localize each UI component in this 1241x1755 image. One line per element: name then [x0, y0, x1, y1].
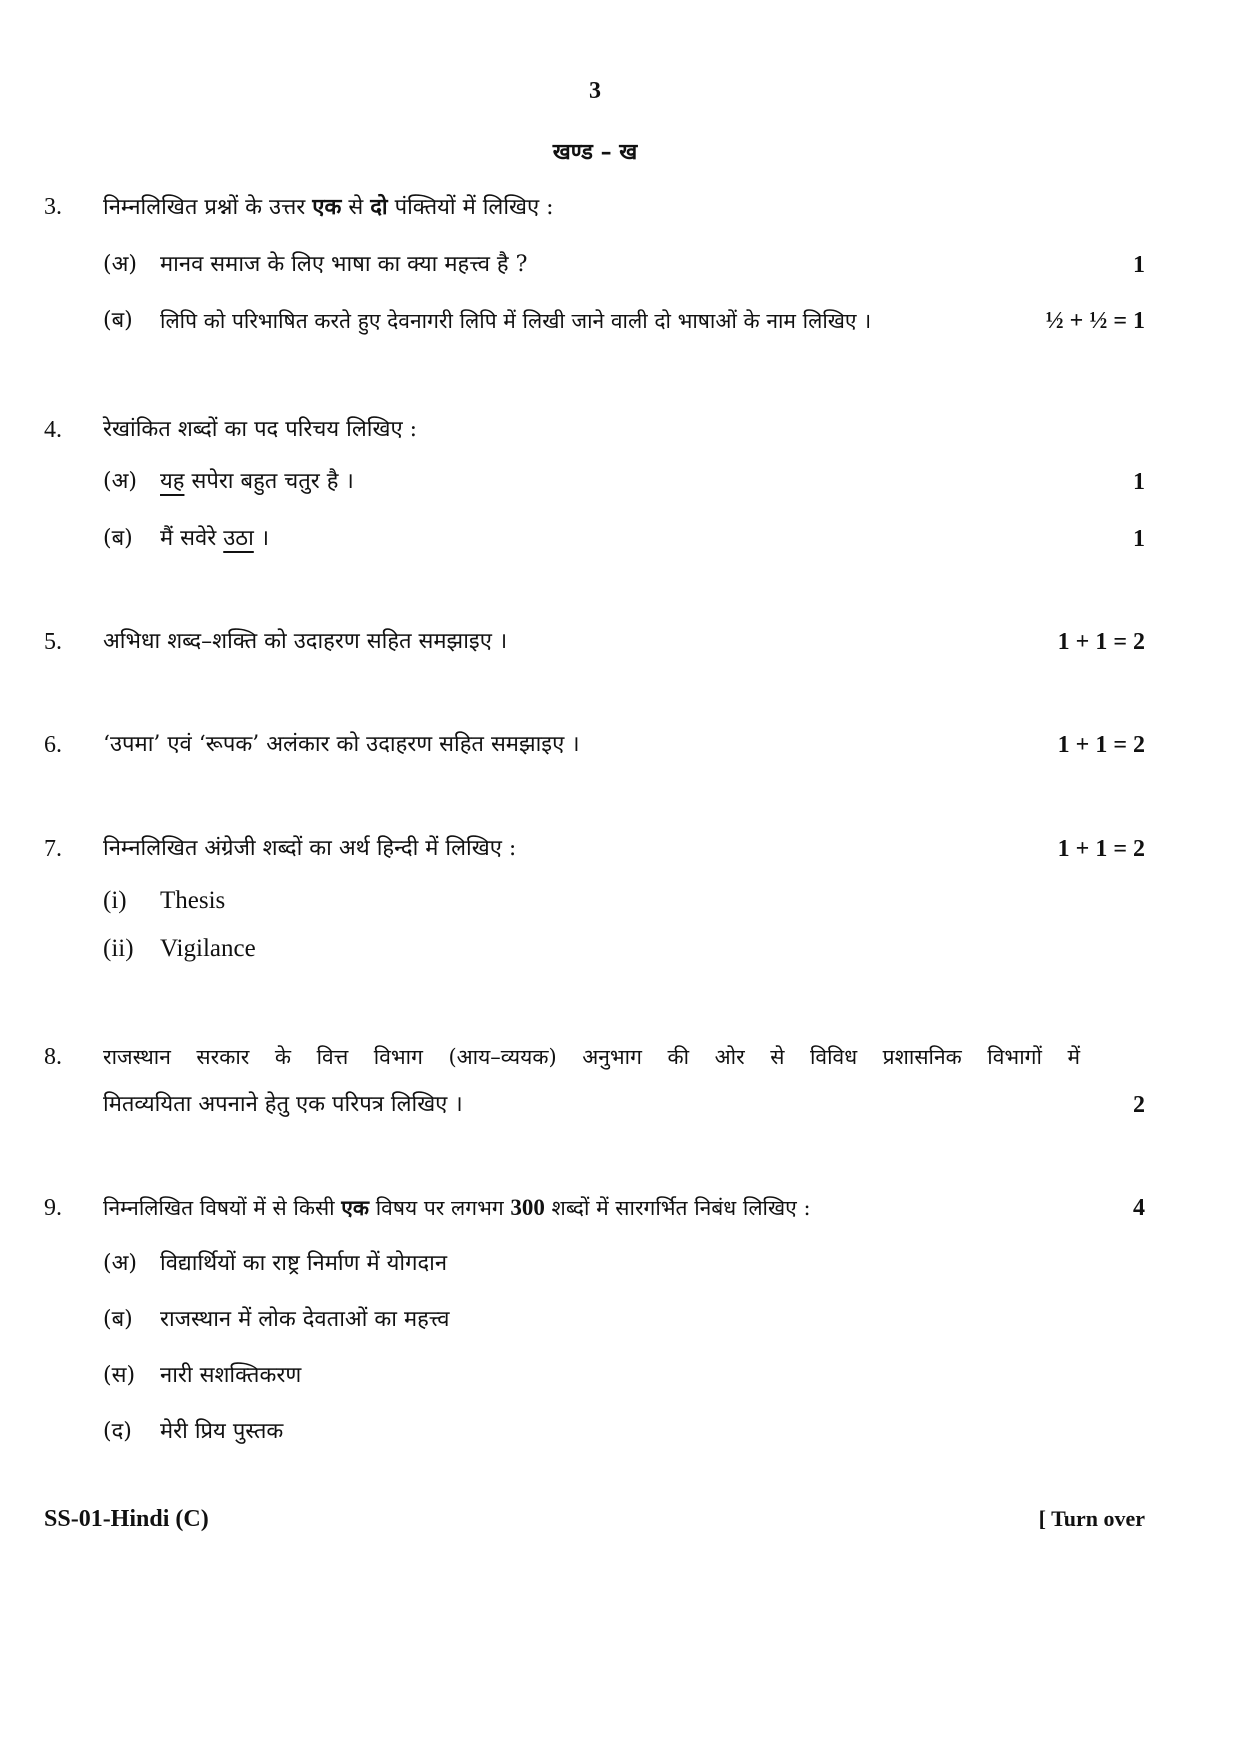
underlined-word: यह	[160, 469, 185, 494]
question-text: निम्नलिखित अंग्रेजी शब्दों का अर्थ हिन्दी में लिखिए :	[103, 836, 517, 861]
question-3-part-a	[0, 248, 1241, 282]
question-5	[0, 625, 1241, 659]
section-title: खण्ड – ख	[552, 139, 638, 165]
marks: 1	[1133, 252, 1145, 278]
question-text: अभिधा शब्द–शक्ति को उदाहरण सहित समझाइए ।	[103, 629, 508, 654]
part-text: यह सपेरा बहुत चतुर है ।	[160, 469, 354, 494]
question-number: 5.	[44, 629, 62, 655]
essay-option-b	[0, 1303, 1241, 1337]
marks: 1	[1133, 526, 1145, 552]
part-label: (अ)	[103, 469, 137, 494]
question-4-part-a	[0, 465, 1241, 499]
question-text: ‘उपमा’ एवं ‘रूपक’ अलंकार को उदाहरण सहित समझाइए ।	[103, 732, 580, 757]
question-text: निम्नलिखित विषयों में से किसी एक विषय पर लगभग 300 शब्दों में सारगर्भित निबंध लिखिए :	[103, 1195, 811, 1220]
question-7-item-1	[0, 884, 1241, 918]
question-text-line-1: राजस्थान सरकार के वित्त विभाग (आय–व्ययक) अनुभाग की ओर से विविध प्रशासनिक विभागों में	[103, 1045, 1080, 1069]
question-4	[0, 413, 1241, 447]
item-label: (i)	[103, 887, 127, 914]
marks: 2	[1133, 1092, 1145, 1118]
question-8	[0, 1040, 1241, 1074]
question-9	[0, 1191, 1241, 1225]
question-4-part-b	[0, 522, 1241, 556]
essay-option-a	[0, 1247, 1241, 1281]
option-label: (स)	[103, 1363, 136, 1388]
turn-over-note: [ Turn over	[1038, 1506, 1145, 1531]
question-number: 4.	[44, 417, 62, 443]
question-number: 9.	[44, 1195, 62, 1221]
question-8-line-2	[0, 1088, 1241, 1122]
question-number: 3.	[44, 194, 62, 220]
question-text: निम्नलिखित प्रश्नों के उत्तर एक से दो पंक्तियों में लिखिए :	[103, 194, 554, 220]
underlined-word: उठा	[223, 526, 254, 551]
option-text: मेरी प्रिय पुस्तक	[160, 1419, 284, 1444]
part-label: (अ)	[103, 252, 137, 277]
essay-option-d	[0, 1415, 1241, 1449]
part-text: मैं सवेरे उठा ।	[160, 526, 270, 551]
question-6	[0, 728, 1241, 762]
question-text: रेखांकित शब्दों का पद परिचय लिखिए :	[103, 417, 418, 442]
part-text: मानव समाज के लिए भाषा का क्या महत्त्व है ?	[160, 252, 528, 277]
question-7-item-2	[0, 932, 1241, 966]
option-text: विद्यार्थियों का राष्ट्र निर्माण में योगदान	[160, 1251, 448, 1276]
part-label: (ब)	[103, 308, 133, 333]
option-label: (अ)	[103, 1251, 137, 1276]
part-label: (ब)	[103, 526, 133, 551]
question-number: 7.	[44, 836, 62, 862]
question-text-line-2: मितव्ययिता अपनाने हेतु एक परिपत्र लिखिए ।	[103, 1092, 463, 1117]
marks: ½ + ½ = 1	[1045, 308, 1145, 334]
option-label: (ब)	[103, 1307, 133, 1332]
marks: 1 + 1 = 2	[1057, 836, 1145, 862]
marks: 1 + 1 = 2	[1057, 629, 1145, 655]
marks: 1	[1133, 469, 1145, 495]
question-3-part-b	[0, 304, 1241, 338]
page-number: 3	[589, 78, 601, 104]
item-text: Thesis	[160, 887, 226, 914]
marks: 4	[1133, 1195, 1145, 1221]
marks: 1 + 1 = 2	[1057, 732, 1145, 758]
question-number: 6.	[44, 732, 62, 758]
question-3	[0, 190, 1241, 224]
question-7	[0, 832, 1241, 866]
paper-code: SS-01-Hindi (C)	[44, 1506, 209, 1532]
essay-option-c	[0, 1359, 1241, 1393]
option-label: (द)	[103, 1419, 132, 1444]
item-label: (ii)	[103, 935, 134, 962]
question-number: 8.	[44, 1044, 62, 1070]
item-text: Vigilance	[160, 935, 256, 962]
part-text: लिपि को परिभाषित करते हुए देवनागरी लिपि में लिखी जाने वाली दो भाषाओं के नाम लिखिए ।	[160, 309, 872, 333]
option-text: नारी सशक्तिकरण	[160, 1363, 302, 1388]
option-text: राजस्थान में लोक देवताओं का महत्त्व	[160, 1307, 450, 1332]
